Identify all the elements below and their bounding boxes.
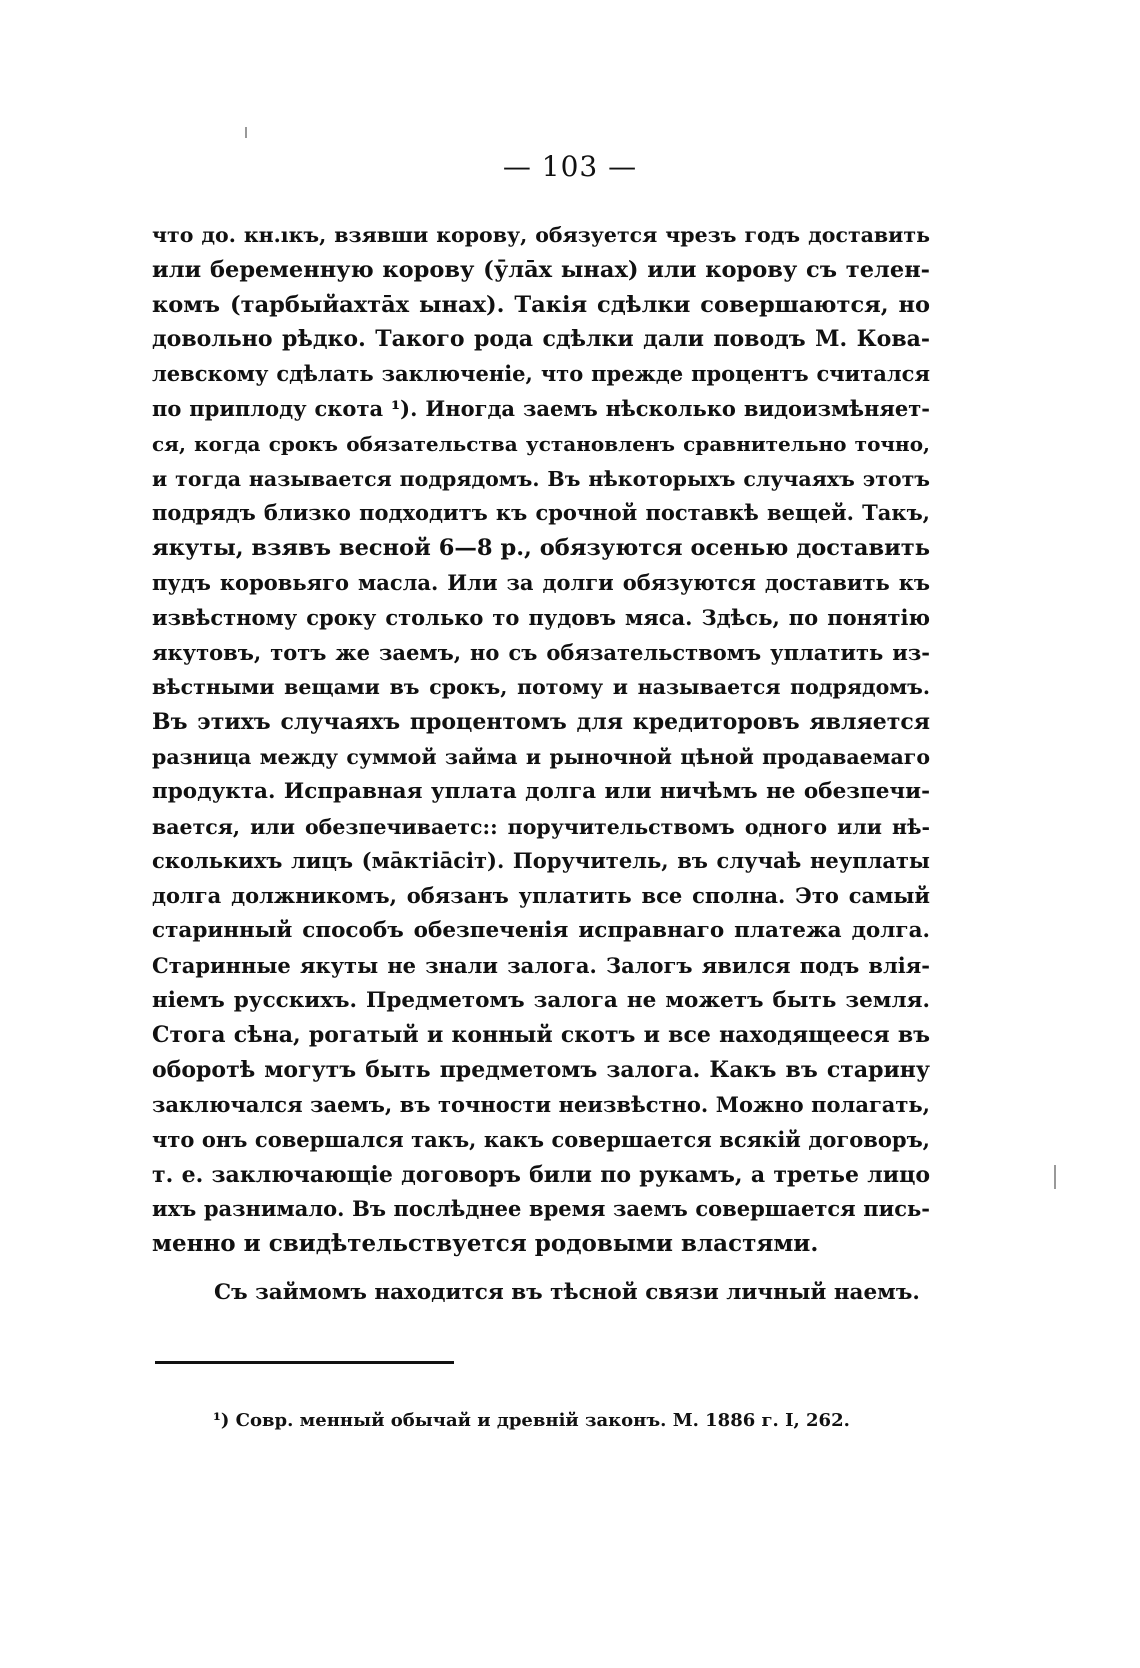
- text-line: ніемъ русскихъ. Предметомъ залога не можетъ быть земля.: [152, 987, 930, 1013]
- text-line: вѣстными вещами въ срокъ, потому и называется подрядомъ.: [152, 675, 930, 700]
- text-line: ся, когда срокъ обязательства установленъ сравнительно точно,: [152, 431, 930, 456]
- text-line: или беременную корову (ӯлāх ынах) или корову съ телен-: [152, 256, 930, 283]
- scan-mark: [245, 127, 247, 138]
- scan-mark: [1054, 1165, 1056, 1189]
- text-line: оборотѣ могутъ быть предметомъ залога. Какъ въ старину: [152, 1057, 930, 1084]
- text-line: и тогда называется подрядомъ. Въ нѣкоторыхъ случаяхъ этотъ: [152, 466, 930, 491]
- text-line: по приплоду скота ¹). Иногда заемъ нѣсколько видоизмѣняет-: [152, 395, 930, 421]
- text-line: подрядъ близко подходитъ къ срочной поставкѣ вещей. Такъ,: [152, 500, 930, 526]
- text-line: левскому сдѣлать заключеніе, что прежде процентъ считался: [152, 361, 930, 387]
- text-line: заключался заемъ, въ точности неизвѣстно. Можно полагать,: [152, 1091, 930, 1117]
- closing-paragraph-line: Съ займомъ находится въ тѣсной связи личный наемъ.: [214, 1279, 920, 1305]
- footnote-divider: [155, 1361, 454, 1364]
- text-line: старинный способъ обезпеченія исправнаго платежа долга.: [152, 917, 930, 943]
- text-line: долга должникомъ, обязанъ уплатить все сполна. Это самый: [152, 883, 930, 909]
- text-line: якутовъ, тотъ же заемъ, но съ обязательствомъ уплатить из-: [152, 639, 930, 665]
- text-line: довольно рѣдко. Такого рода сдѣлки дали поводъ М. Кова-: [152, 326, 930, 353]
- paragraph-end-line: менно и свидѣтельствуется родовыми властями.: [152, 1230, 819, 1258]
- text-line: Въ этихъ случаяхъ процентомъ для кредиторовъ является: [152, 709, 930, 736]
- text-line: комъ (тарбыйахтāх ынах). Такія сдѣлки совершаются, но: [152, 291, 930, 318]
- body-text: [152, 218, 930, 1311]
- text-line: ихъ разнимало. Въ послѣднее время заемъ совершается пись-: [152, 1196, 930, 1222]
- footnote: ¹) Совр. менный обычай и древній законъ. М. 1886 г. I, 262.: [213, 1410, 850, 1431]
- text-line: разница между суммой займа и рыночной цѣной продаваемаго: [152, 744, 930, 769]
- text-line: что онъ совершался такъ, какъ совершается всякій договоръ,: [152, 1126, 930, 1152]
- text-line: что до. кн.ıкъ, взявши корову, обязуется чрезъ годъ доставить: [152, 223, 930, 247]
- text-line: якуты, взявъ весной 6—8 р., обязуются осенью доставить: [152, 535, 930, 562]
- text-line: т. е. заключающіе договоръ били по рукамъ, а третье лицо: [152, 1161, 930, 1188]
- text-line: пудъ коровьяго масла. Или за долги обязуются доставить къ: [152, 569, 930, 595]
- text-line: Старинные якуты не знали залога. Залогъ явился подъ влія-: [152, 952, 930, 978]
- text-line: Стога сѣна, рогатый и конный скотъ и все находящееся въ: [152, 1022, 930, 1049]
- text-line: вается, или обезпечиваетс:: поручительствомъ одного или нѣ-: [152, 814, 930, 839]
- page-number: — 103 —: [502, 150, 638, 183]
- text-line: сколькихъ лицъ (мāктіāсіт). Поручитель, въ случаѣ неуплаты: [152, 848, 930, 874]
- text-line: извѣстному сроку столько то пудовъ мяса. Здѣсь, по понятію: [152, 604, 930, 630]
- text-line: продукта. Исправная уплата долга или ничѣмъ не обезпечи-: [152, 778, 930, 804]
